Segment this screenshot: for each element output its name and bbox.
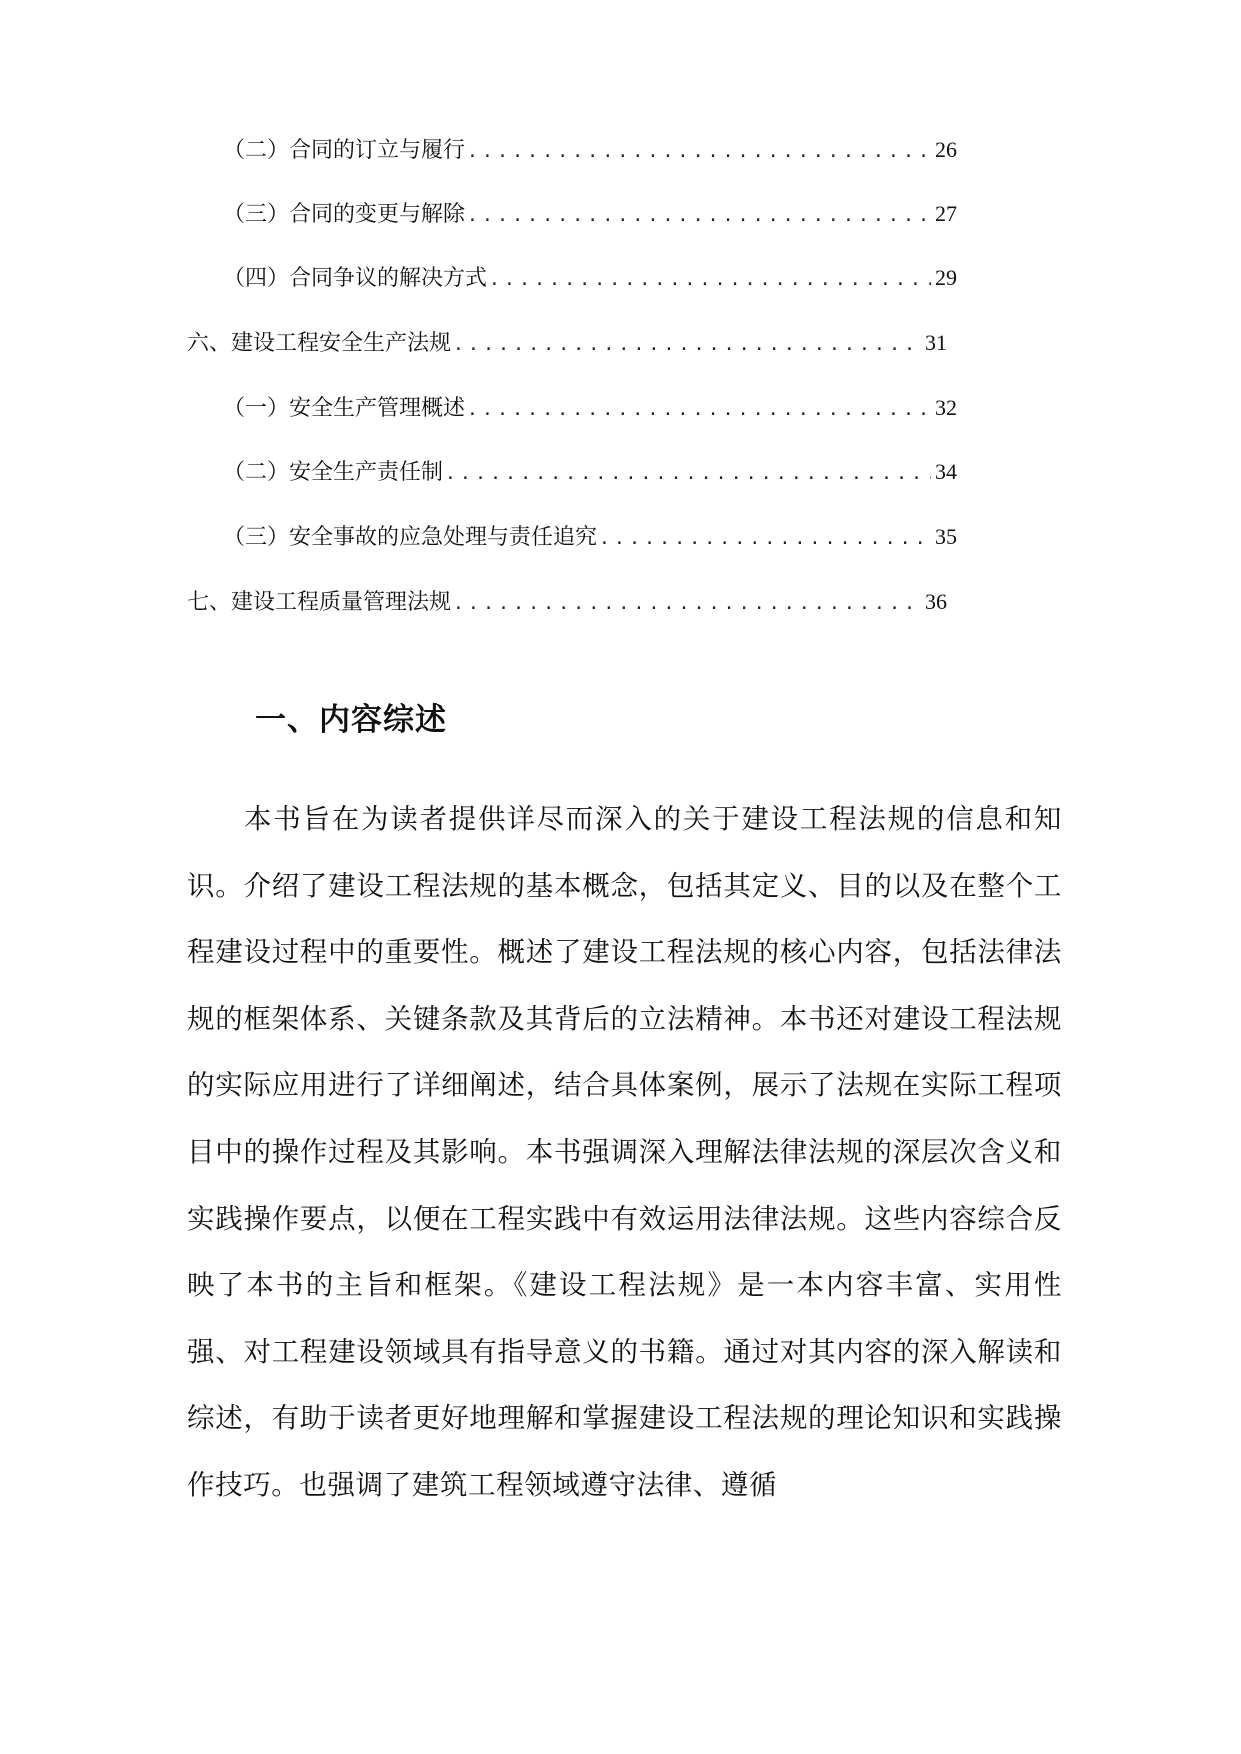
toc-entry-label: （三）合同的变更与解除 bbox=[223, 202, 466, 227]
toc-page-number: 34 bbox=[935, 459, 957, 484]
toc-entry-label: （一）安全生产管理概述 bbox=[223, 396, 466, 421]
section-heading: 一、内容综述 bbox=[255, 702, 447, 738]
toc-entry-label: （四）合同争议的解决方式 bbox=[223, 266, 488, 291]
toc-page-number: 29 bbox=[935, 265, 957, 290]
toc-entry[interactable] bbox=[223, 135, 957, 165]
toc-dot-leader bbox=[445, 459, 931, 489]
toc-entry[interactable] bbox=[223, 263, 957, 293]
toc-entry[interactable] bbox=[223, 393, 957, 423]
toc-dot-leader bbox=[453, 330, 921, 360]
toc-page-number: 31 bbox=[925, 330, 947, 355]
toc-entry[interactable] bbox=[223, 522, 957, 552]
toc-dot-leader bbox=[467, 137, 931, 167]
toc-page-number: 32 bbox=[935, 395, 957, 420]
toc-page-number: 27 bbox=[935, 201, 957, 226]
toc-page-number: 35 bbox=[935, 524, 957, 549]
toc-entry-label: （三）安全事故的应急处理与责任追究 bbox=[223, 525, 598, 550]
toc-entry-label: （二）合同的订立与履行 bbox=[223, 138, 466, 163]
toc-dot-leader bbox=[467, 201, 931, 231]
toc-dot-leader bbox=[599, 524, 931, 554]
toc-entry[interactable] bbox=[223, 199, 957, 229]
body-paragraph: 本书旨在为读者提供详尽而深入的关于建设工程法规的信息和知识。介绍了建设工程法规的基本概念，包括其定义、目的以及在整个工程建设过程中的重要性。概述了建设工程法规的核心内容，包括法律法规的框架体系、关键条款及其背后的立法精神。本书还对建设工程法规的实际应用进行了详细阐述，结合具体案例，展示了法规在实际工程项目中的操作过程及其影响。本书强调深入理解法律法规的深层次含义和实践操作要点，以便在工程实践中有效运用法律法规。这些内容综合反映了本书的主旨和框架。《建设工程法规》是一本内容丰富、实用性强、对工程建设领域具有指导意义的书籍。通过对其内容的深入解读和综述，有助于读者更好地理解和掌握建设工程法规的理论知识和实践操作技巧。也强调了建筑工程领域遵守法律、遵循 bbox=[187, 803, 1062, 1501]
toc-page-number: 36 bbox=[925, 589, 947, 614]
toc-entry[interactable] bbox=[223, 457, 957, 487]
toc-entry[interactable] bbox=[187, 328, 947, 358]
toc-entry-label: 七、建设工程质量管理法规 bbox=[187, 590, 452, 615]
toc-dot-leader bbox=[453, 589, 921, 619]
toc-dot-leader bbox=[489, 265, 931, 295]
toc-entry-label: （二）安全生产责任制 bbox=[223, 460, 444, 485]
toc-entry-label: 六、建设工程安全生产法规 bbox=[187, 331, 452, 356]
toc-page-number: 26 bbox=[935, 137, 957, 162]
toc-dot-leader bbox=[467, 395, 931, 425]
toc-entry[interactable] bbox=[187, 587, 947, 617]
